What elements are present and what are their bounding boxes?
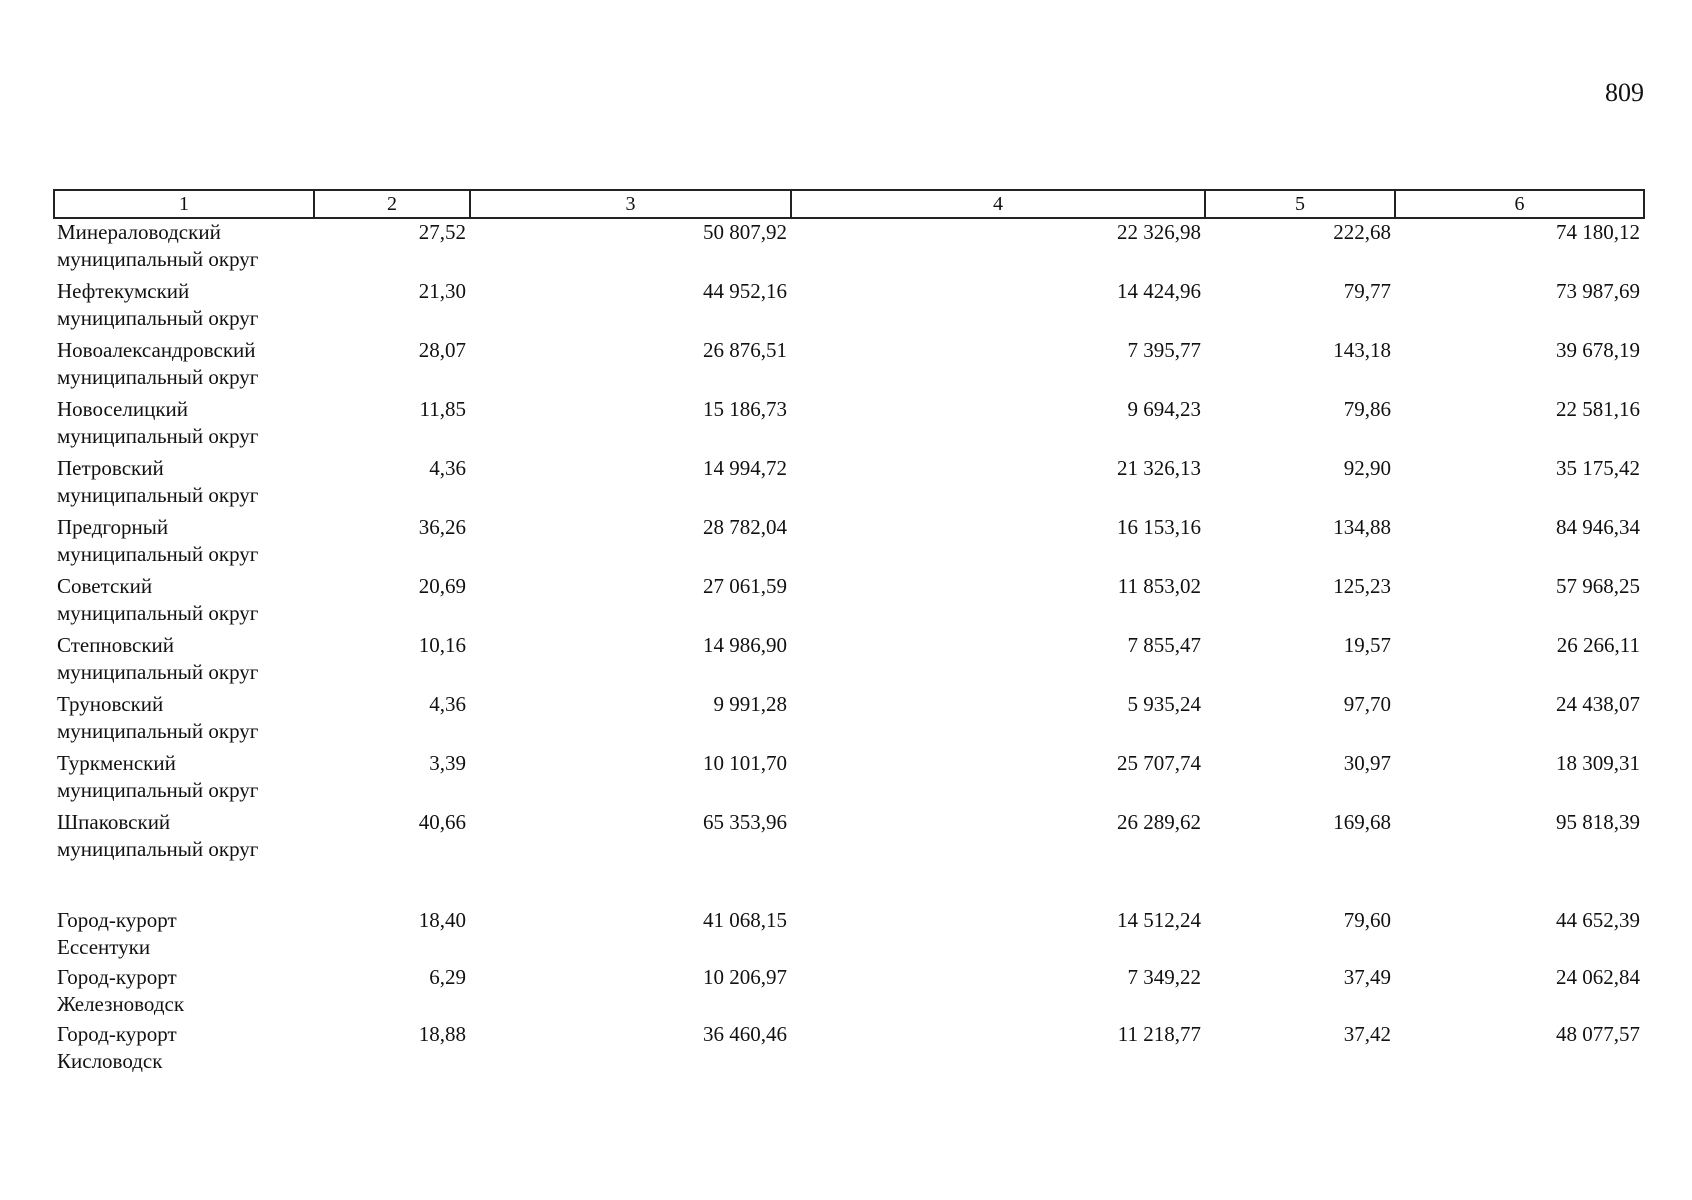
value-cell-col2: 20,69 [418, 574, 466, 598]
spacer-cell [1395, 868, 1644, 907]
row-name-line2: Железноводск [57, 992, 185, 1016]
value-cell-col3: 15 186,73 [703, 397, 787, 421]
value-cell-col5: 79,77 [1343, 279, 1391, 303]
table-row [54, 964, 1644, 1021]
value-cell-col6: 18 309,31 [1556, 751, 1640, 775]
value-cell-col4: 14 424,96 [1117, 279, 1201, 303]
row-name-line2: муниципальный округ [57, 365, 259, 389]
value-cell-col4: 14 512,24 [1117, 908, 1201, 932]
table-row [54, 218, 1644, 278]
value-cell-col5: 79,86 [1343, 397, 1391, 421]
value-cell-col6: 74 180,12 [1556, 220, 1640, 244]
row-name-cell [54, 337, 314, 396]
value-cell-col5: 37,42 [1343, 1022, 1391, 1046]
row-name-cell [54, 632, 314, 691]
row-name-line2: Кисловодск [57, 1049, 163, 1073]
value-cell-col3: 41 068,15 [703, 908, 787, 932]
value-cell-col6: 26 266,11 [1556, 633, 1640, 657]
value-cell-col2: 27,52 [418, 220, 466, 244]
row-name-cell [54, 750, 314, 809]
row-name-line2: муниципальный округ [57, 542, 259, 566]
row-name-cell [54, 573, 314, 632]
value-cell-col5: 97,70 [1343, 692, 1391, 716]
row-name-line2: муниципальный округ [57, 837, 259, 861]
value-cell-col5: 143,18 [1333, 338, 1391, 362]
table-row [54, 809, 1644, 868]
row-name-line1: Город-курорт [57, 908, 177, 932]
value-cell-col2: 3,39 [429, 751, 466, 775]
row-name-line2: муниципальный округ [57, 247, 259, 271]
row-name-line2: муниципальный округ [57, 424, 259, 448]
value-cell-col2: 11,85 [419, 397, 466, 421]
spacer-cell [54, 868, 314, 907]
value-cell-col3: 44 952,16 [703, 279, 787, 303]
value-cell-col4: 11 218,77 [1117, 1022, 1201, 1046]
row-name-cell [54, 907, 314, 964]
value-cell-col3: 10 101,70 [703, 751, 787, 775]
value-cell-col4: 11 853,02 [1117, 574, 1201, 598]
table-row [54, 573, 1644, 632]
table-row [54, 514, 1644, 573]
row-name-line2: муниципальный округ [57, 483, 259, 507]
value-cell-col6: 44 652,39 [1556, 908, 1640, 932]
row-name-cell [54, 218, 314, 278]
table-row [54, 691, 1644, 750]
row-name-line1: Туркменский [57, 751, 176, 775]
value-cell-col4: 22 326,98 [1117, 220, 1201, 244]
value-cell-col3: 14 994,72 [703, 456, 787, 480]
row-name-line1: Петровский [57, 456, 164, 480]
value-cell-col5: 19,57 [1343, 633, 1391, 657]
column-header: 1 [54, 190, 314, 218]
row-name-line1: Труновский [57, 692, 164, 716]
row-name-cell [54, 278, 314, 337]
page-number: 809 [1605, 78, 1644, 107]
value-cell-col5: 37,49 [1343, 965, 1391, 989]
value-cell-col2: 4,36 [429, 692, 466, 716]
row-name-cell [54, 396, 314, 455]
row-name-line2: муниципальный округ [57, 719, 259, 743]
value-cell-col3: 9 991,28 [713, 692, 787, 716]
value-cell-col5: 169,68 [1333, 810, 1391, 834]
row-name-cell [54, 1021, 314, 1078]
row-name-line1: Город-курорт [57, 965, 177, 989]
value-cell-col6: 95 818,39 [1556, 810, 1640, 834]
column-header: 2 [314, 190, 470, 218]
value-cell-col5: 134,88 [1333, 515, 1391, 539]
value-cell-col6: 84 946,34 [1556, 515, 1640, 539]
value-cell-col6: 35 175,42 [1556, 456, 1640, 480]
row-name-line1: Новоселицкий [57, 397, 188, 421]
value-cell-col4: 26 289,62 [1117, 810, 1201, 834]
table-row [54, 455, 1644, 514]
value-cell-col2: 21,30 [418, 279, 466, 303]
table-row [54, 907, 1644, 964]
value-cell-col3: 10 206,97 [703, 965, 787, 989]
spacer-cell [1205, 868, 1395, 907]
row-name-cell [54, 691, 314, 750]
row-name-cell [54, 964, 314, 1021]
value-cell-col2: 40,66 [418, 810, 466, 834]
data-table-container [53, 189, 1643, 1078]
value-cell-col2: 6,29 [429, 965, 466, 989]
value-cell-col4: 5 935,24 [1127, 692, 1201, 716]
row-name-line2: муниципальный округ [57, 306, 259, 330]
value-cell-col6: 22 581,16 [1556, 397, 1640, 421]
value-cell-col3: 26 876,51 [703, 338, 787, 362]
row-name-line1: Советский [57, 574, 153, 598]
table-row [54, 396, 1644, 455]
spacer-row [54, 868, 1644, 907]
table-row [54, 750, 1644, 809]
value-cell-col5: 30,97 [1343, 751, 1391, 775]
row-name-cell [54, 809, 314, 868]
value-cell-col4: 7 855,47 [1127, 633, 1201, 657]
value-cell-col3: 65 353,96 [703, 810, 787, 834]
row-name-cell [54, 514, 314, 573]
value-cell-col5: 92,90 [1343, 456, 1391, 480]
row-name-line1: Нефтекумский [57, 279, 190, 303]
value-cell-col6: 24 438,07 [1556, 692, 1640, 716]
value-cell-col4: 9 694,23 [1127, 397, 1201, 421]
value-cell-col4: 21 326,13 [1117, 456, 1201, 480]
value-cell-col3: 14 986,90 [703, 633, 787, 657]
value-cell-col3: 36 460,46 [703, 1022, 787, 1046]
value-cell-col6: 24 062,84 [1556, 965, 1640, 989]
value-cell-col2: 36,26 [418, 515, 466, 539]
value-cell-col6: 48 077,57 [1556, 1022, 1640, 1046]
value-cell-col6: 73 987,69 [1556, 279, 1640, 303]
data-table [53, 189, 1645, 1078]
spacer-cell [470, 868, 791, 907]
row-name-line2: муниципальный округ [57, 660, 259, 684]
column-header: 6 [1395, 190, 1644, 218]
row-name-line1: Город-курорт [57, 1022, 177, 1046]
value-cell-col6: 39 678,19 [1556, 338, 1640, 362]
value-cell-col2: 4,36 [429, 456, 466, 480]
value-cell-col5: 79,60 [1343, 908, 1391, 932]
value-cell-col5: 222,68 [1333, 220, 1391, 244]
row-name-line1: Степновский [57, 633, 174, 657]
table-row [54, 278, 1644, 337]
value-cell-col4: 25 707,74 [1117, 751, 1201, 775]
value-cell-col2: 18,40 [418, 908, 466, 932]
value-cell-col6: 57 968,25 [1556, 574, 1640, 598]
value-cell-col4: 7 349,22 [1127, 965, 1201, 989]
row-name-cell [54, 455, 314, 514]
value-cell-col2: 10,16 [418, 633, 466, 657]
spacer-cell [314, 868, 470, 907]
table-row [54, 632, 1644, 691]
row-name-line2: муниципальный округ [57, 778, 259, 802]
value-cell-col4: 7 395,77 [1127, 338, 1201, 362]
value-cell-col2: 18,88 [418, 1022, 466, 1046]
table-body [54, 218, 1644, 1078]
row-name-line1: Шпаковский [57, 810, 171, 834]
row-name-line1: Минераловодский [57, 220, 221, 244]
value-cell-col5: 125,23 [1333, 574, 1391, 598]
row-name-line1: Новоалександровский [57, 338, 256, 362]
value-cell-col4: 16 153,16 [1117, 515, 1201, 539]
table-row [54, 1021, 1644, 1078]
value-cell-col3: 50 807,92 [703, 220, 787, 244]
column-header: 4 [791, 190, 1205, 218]
row-name-line2: муниципальный округ [57, 601, 259, 625]
header-row [54, 190, 1644, 218]
row-name-line1: Предгорный [57, 515, 169, 539]
column-header: 3 [470, 190, 791, 218]
table-row [54, 337, 1644, 396]
value-cell-col3: 27 061,59 [703, 574, 787, 598]
column-header: 5 [1205, 190, 1395, 218]
spacer-cell [791, 868, 1205, 907]
row-name-line2: Ессентуки [57, 935, 151, 959]
value-cell-col3: 28 782,04 [703, 515, 787, 539]
value-cell-col2: 28,07 [418, 338, 466, 362]
